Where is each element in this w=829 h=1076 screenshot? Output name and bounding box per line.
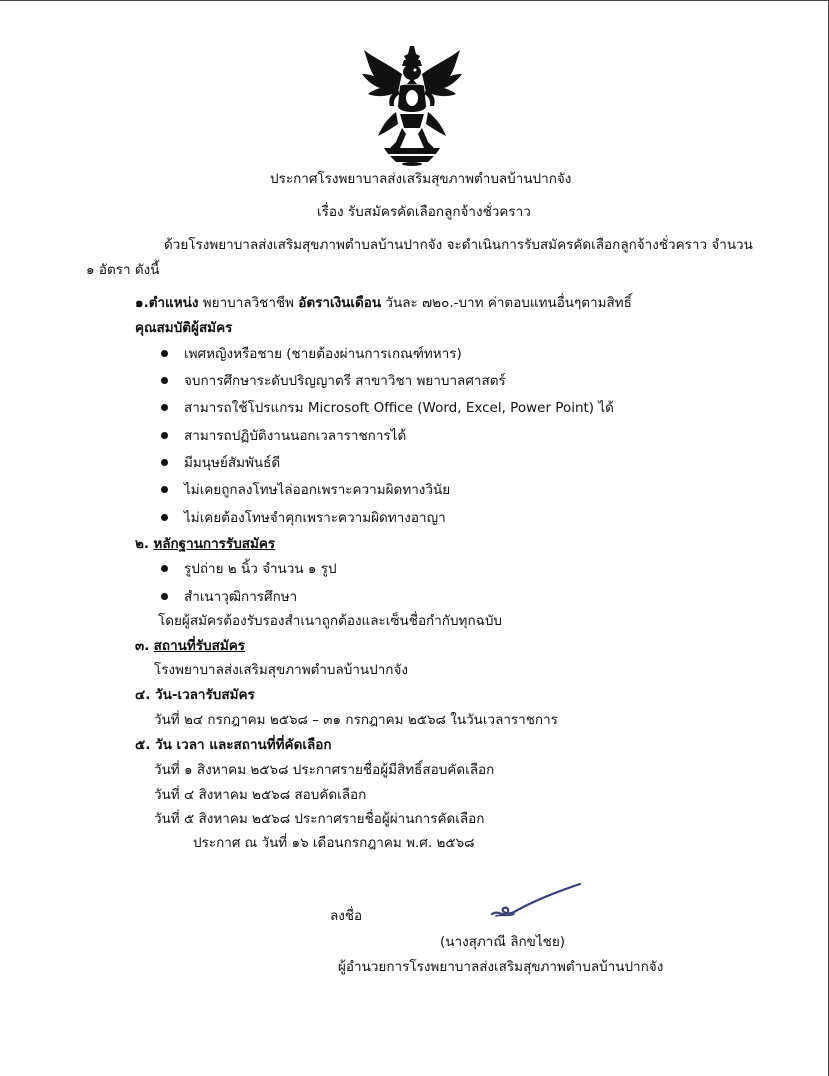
page-border-top bbox=[0, 0, 829, 1]
section5-heading: ๕. วัน เวลา และสถานที่ที่คัดเลือก bbox=[135, 737, 332, 753]
bullet-icon bbox=[161, 514, 168, 521]
section1-position-line bbox=[135, 294, 632, 312]
qualification-item: มีมนุษย์สัมพันธ์ดี bbox=[184, 455, 281, 471]
signer-name: (นางสุภาณี ลิกขไชย) bbox=[440, 934, 566, 950]
section3-text: โรงพยาบาลส่งเสริมสุขภาพตำบลบ้านปากจัง bbox=[154, 662, 408, 678]
section2-heading bbox=[135, 535, 275, 553]
announcement-subject: เรื่อง รับสมัครคัดเลือกลูกจ้างชั่วคราว bbox=[317, 204, 531, 220]
qualification-item: ไม่เคยถูกลงโทษไล่ออกเพราะความผิดทางวินัย bbox=[184, 482, 451, 498]
section2-number: ๒. bbox=[135, 536, 150, 552]
section2-title: หลักฐานการรับสมัคร bbox=[153, 536, 276, 552]
intro-line-1: ด้วยโรงพยาบาลส่งเสริมสุขภาพตำบลบ้านปากจัง จะดำเนินการรับสมัครคัดเลือกลูกจ้างชั่วคราว จำนวน bbox=[164, 237, 753, 253]
selection-date-line: วันที่ ๑ สิงหาคม ๒๕๖๘ ประกาศรายชื่อผู้มีสิทธิ์สอบคัดเลือก bbox=[154, 762, 495, 778]
section4-text: วันที่ ๒๔ กรกฎาคม ๒๕๖๘ – ๓๑ กรกฎาคม ๒๕๖๘ ในวันเวลาราชการ bbox=[154, 712, 558, 728]
selection-date-line: วันที่ ๕ สิงหาคม ๒๕๖๘ ประกาศรายชื่อผู้ผ่านการคัดเลือก bbox=[154, 811, 485, 827]
bullet-icon bbox=[161, 593, 168, 600]
selection-date-line: วันที่ ๔ สิงหาคม ๒๕๖๘ สอบคัดเลือก bbox=[154, 787, 367, 803]
bullet-icon bbox=[161, 565, 168, 572]
handwritten-signature bbox=[488, 880, 584, 922]
garuda-emblem-icon bbox=[360, 44, 464, 166]
bullet-icon bbox=[161, 350, 168, 357]
signer-title: ผู้อำนวยการโรงพยาบาลส่งเสริมสุขภาพตำบลบ้านปากจัง bbox=[338, 959, 664, 975]
section1-label: ๑.ตำแหน่ง bbox=[135, 295, 199, 311]
section1-salary-label: อัตราเงินเดือน bbox=[298, 295, 382, 311]
qualifications-heading: คุณสมบัติผู้สมัคร bbox=[135, 320, 233, 336]
qualification-item: ไม่เคยต้องโทษจำคุกเพราะความผิดทางอาญา bbox=[184, 510, 446, 526]
section3-title: สถานที่รับสมัคร bbox=[153, 638, 246, 654]
document-item: สำเนาวุฒิการศึกษา bbox=[184, 589, 298, 605]
document-item: รูปถ่าย ๒ นิ้ว จำนวน ๑ รูป bbox=[184, 561, 337, 577]
section4-heading: ๔. วัน-เวลารับสมัคร bbox=[135, 687, 255, 703]
bullet-icon bbox=[161, 432, 168, 439]
announcement-title: ประกาศโรงพยาบาลส่งเสริมสุขภาพตำบลบ้านปากจัง bbox=[270, 171, 572, 187]
qualification-item: สามารถใช้โปรแกรม Microsoft Office (Word, Excel, Power Point) ได้ bbox=[184, 400, 614, 416]
bullet-icon bbox=[161, 459, 168, 466]
bullet-icon bbox=[161, 404, 168, 411]
qualification-item: สามารถปฏิบัติงานนอกเวลาราชการได้ bbox=[184, 428, 407, 444]
section1-salary-value: วันละ ๗๒๐.-บาท ค่าตอบแทนอื่นๆตามสิทธิ์ bbox=[381, 295, 632, 311]
section1-position: พยาบาลวิชาชีพ bbox=[198, 295, 299, 311]
qualification-item: เพศหญิงหรือชาย (ชายต้องผ่านการเกณฑ์ทหาร) bbox=[184, 346, 462, 362]
announcement-date: ประกาศ ณ วันที่ ๑๖ เดือนกรกฎาคม พ.ศ. ๒๕๖๘ bbox=[193, 835, 475, 851]
bullet-icon bbox=[161, 377, 168, 384]
bullet-icon bbox=[161, 486, 168, 493]
section3-number: ๓. bbox=[135, 638, 150, 654]
section3-heading bbox=[135, 637, 245, 655]
sign-label: ลงชื่อ bbox=[330, 908, 363, 924]
section2-note: โดยผู้สมัครต้องรับรองสำเนาถูกต้องและเซ็นชื่อกำกับทุกฉบับ bbox=[158, 613, 502, 629]
qualification-item: จบการศึกษาระดับปริญญาตรี สาขาวิชา พยาบาลศาสตร์ bbox=[184, 373, 506, 389]
intro-line-2: ๑ อัตรา ดังนี้ bbox=[86, 262, 160, 278]
